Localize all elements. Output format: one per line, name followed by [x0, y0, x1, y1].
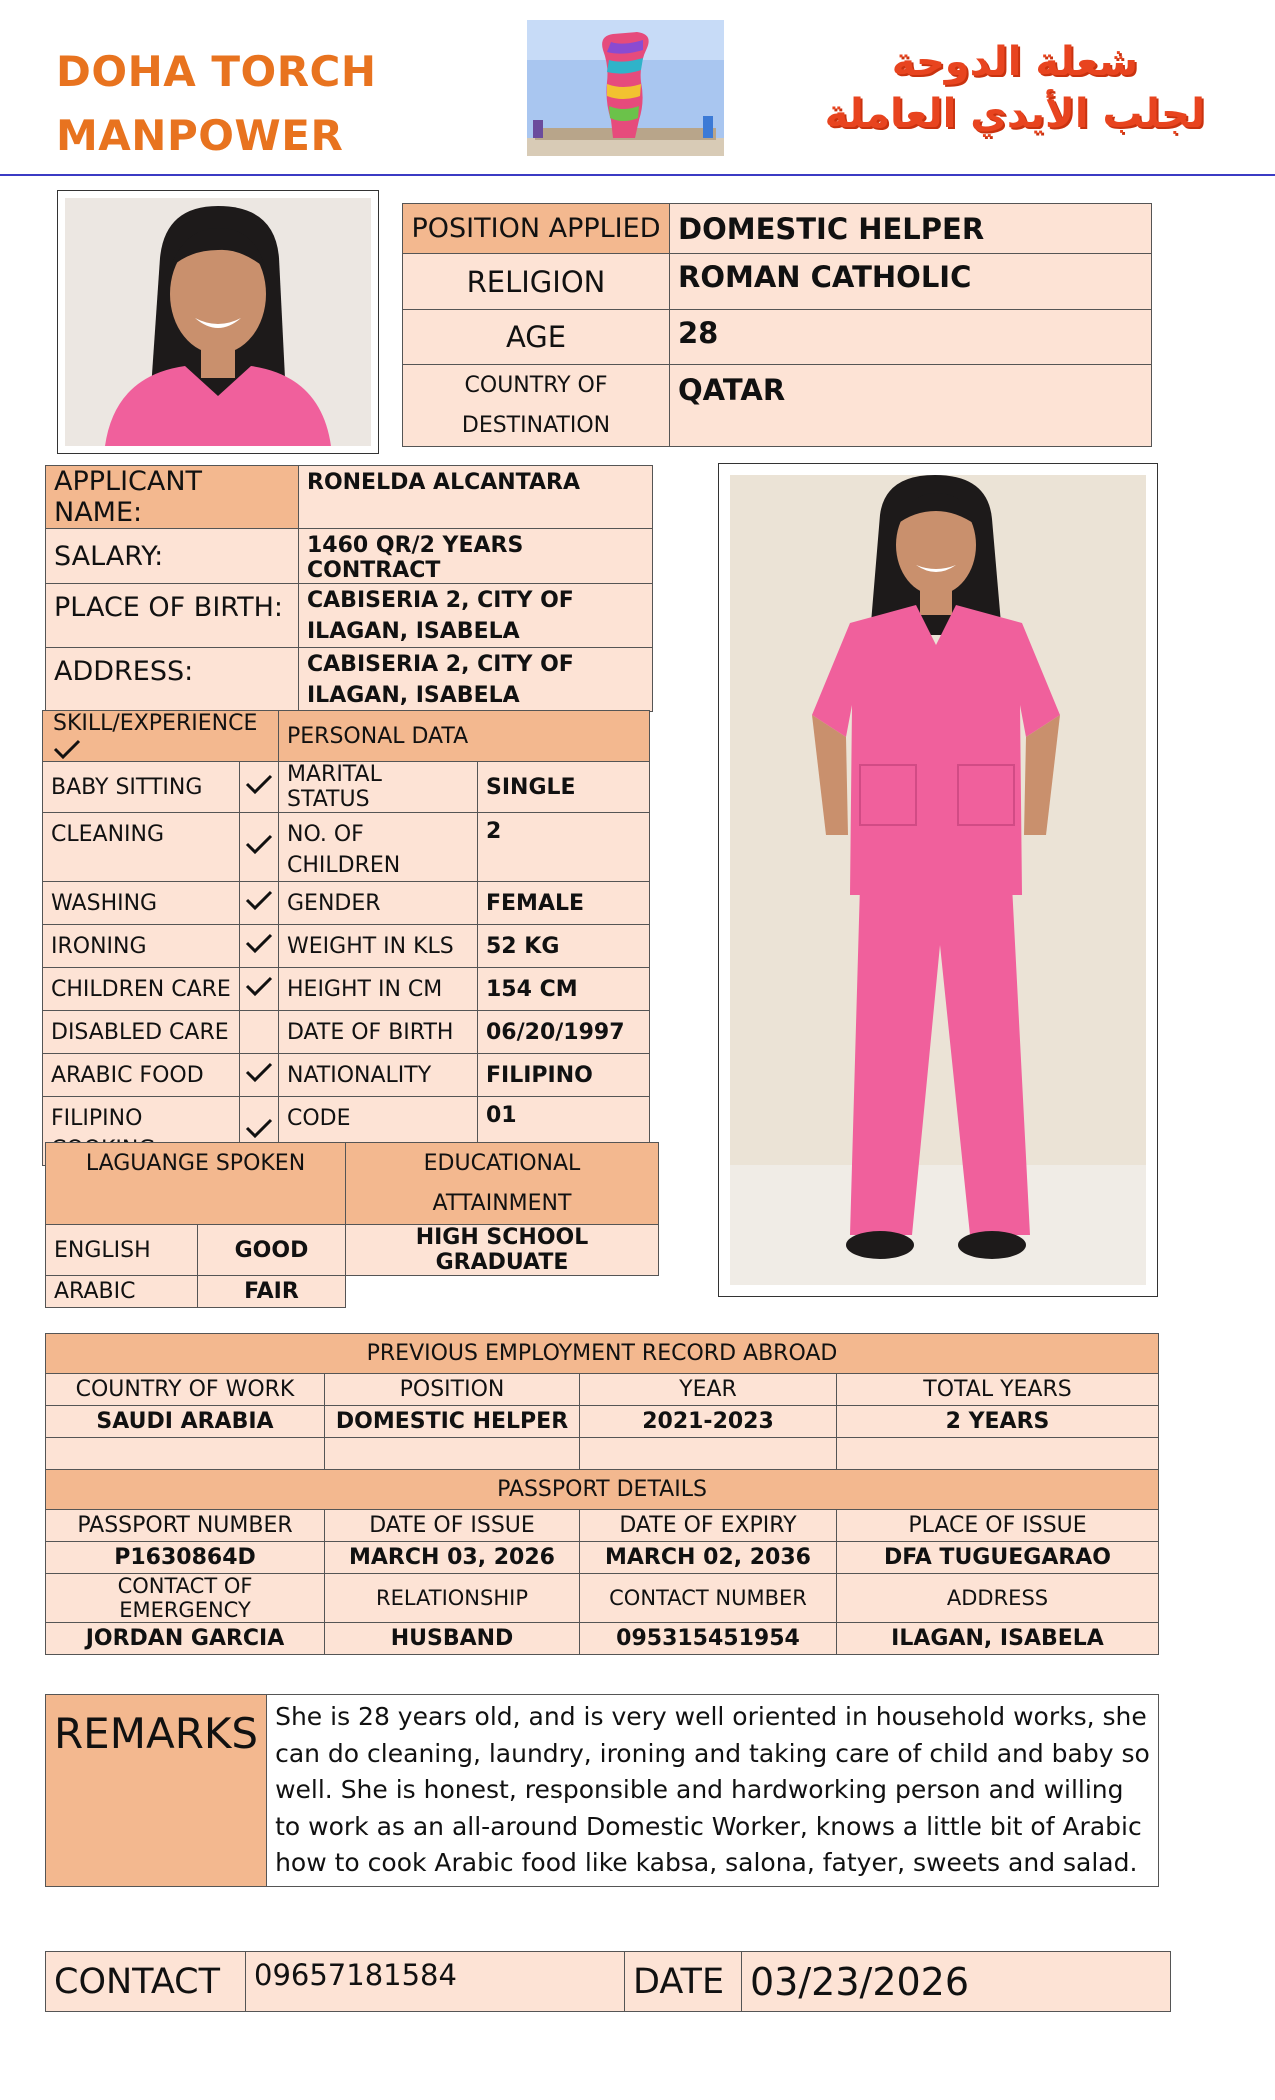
applicant-name-value: RONELDA ALCANTARA [299, 466, 653, 529]
salary-value: 1460 QR/2 YEARS CONTRACT [299, 529, 653, 584]
pp-issue-value: MARCH 03, 2026 [325, 1542, 580, 1574]
personal-label: GENDER [279, 882, 478, 925]
personal-value: 2 [478, 813, 650, 882]
check-icon [53, 738, 81, 760]
emp-blank-cell [46, 1438, 325, 1470]
pp-number-value: P1630864D [46, 1542, 325, 1574]
religion-label: RELIGION [403, 254, 670, 310]
skill-check-cell [240, 1054, 279, 1097]
skills-personal-table [42, 710, 650, 1166]
address-label: ADDRESS: [46, 648, 299, 712]
em-col-contact: CONTACT OF EMERGENCY [46, 1574, 325, 1623]
skill-row [43, 813, 650, 882]
skill-row [43, 762, 650, 813]
age-value: 28 [670, 310, 1152, 365]
country-destination-value: QATAR [670, 365, 1152, 447]
address-value: CABISERIA 2, CITY OF ILAGAN, ISABELA [299, 648, 653, 712]
check-icon [244, 772, 274, 796]
country-destination-label: COUNTRY OF DESTINATION [403, 365, 670, 447]
remarks-label: REMARKS [46, 1695, 267, 1887]
em-col-relationship: RELATIONSHIP [325, 1574, 580, 1623]
company-name [56, 40, 377, 168]
emp-blank-cell [837, 1438, 1159, 1470]
position-applied-label: POSITION APPLIED [403, 204, 670, 254]
headshot-photo-frame [57, 190, 379, 454]
emp-blank-cell [580, 1438, 837, 1470]
doha-torch-logo [527, 20, 724, 156]
personal-label: NO. OF CHILDREN [279, 813, 478, 882]
personal-label: DATE OF BIRTH [279, 1011, 478, 1054]
skill-check-cell [240, 968, 279, 1011]
skill-experience-header [43, 711, 279, 762]
skill-row [43, 1011, 650, 1054]
skill-row [43, 925, 650, 968]
personal-value: 52 KG [478, 925, 650, 968]
skill-row [43, 882, 650, 925]
pp-place-value: DFA TUGUEGARAO [837, 1542, 1159, 1574]
personal-label: NATIONALITY [279, 1054, 478, 1097]
header-divider [0, 174, 1275, 176]
personal-label: CODE [279, 1097, 478, 1166]
skill-check-cell [240, 882, 279, 925]
check-icon [244, 832, 274, 856]
employment-header: PREVIOUS EMPLOYMENT RECORD ABROAD [46, 1334, 1159, 1374]
skill-check-cell [240, 813, 279, 882]
remarks-table [45, 1694, 1159, 1887]
emp-col-total-years: TOTAL YEARS [837, 1374, 1159, 1406]
emp-col-year: YEAR [580, 1374, 837, 1406]
personal-data-header: PERSONAL DATA [279, 711, 650, 762]
educational-attainment-header: EDUCATIONAL ATTAINMENT [345, 1143, 658, 1225]
personal-label: HEIGHT IN CM [279, 968, 478, 1011]
language-arabic: ARABIC [46, 1276, 198, 1308]
date-value: 03/23/2026 [742, 1952, 1171, 2012]
skill-name: DISABLED CARE [43, 1011, 240, 1054]
skill-name: CHILDREN CARE [43, 968, 240, 1011]
personal-label: MARITAL STATUS [279, 762, 478, 813]
passport-header: PASSPORT DETAILS [46, 1470, 1159, 1510]
remarks-text: She is 28 years old, and is very well oriented in household works, she can do cleaning, laundry, ironing and taking care of child and baby so well. She is honest, responsible and hardworking person and willing to work as an all-around Domestic Worker, knows a little bit of Arabic how to cook Arabic food like kabsa, salona, fatyer, sweets and salad. [267, 1695, 1159, 1887]
skill-check-cell [240, 925, 279, 968]
skill-row [43, 1054, 650, 1097]
personal-value: 01 [478, 1097, 650, 1166]
pp-expiry-value: MARCH 02, 2036 [580, 1542, 837, 1574]
personal-value: FILIPINO [478, 1054, 650, 1097]
emp-year-value: 2021-2023 [580, 1406, 837, 1438]
pp-col-expiry: DATE OF EXPIRY [580, 1510, 837, 1542]
footer-table [45, 1951, 1171, 2012]
blank-cell [345, 1276, 658, 1308]
applicant-table [45, 465, 653, 712]
check-icon [244, 931, 274, 955]
check-icon [244, 1060, 274, 1084]
language-english: ENGLISH [46, 1225, 198, 1276]
pp-col-place: PLACE OF ISSUE [837, 1510, 1159, 1542]
emp-total-years-value: 2 YEARS [837, 1406, 1159, 1438]
headshot-photo [65, 198, 371, 446]
company-name-line1: DOHA TORCH [56, 47, 377, 96]
arabic-line2: لجلب الأيدي العاملة [824, 91, 1205, 137]
contact-label: CONTACT [46, 1952, 246, 2012]
em-address-value: ILAGAN, ISABELA [837, 1623, 1159, 1655]
employment-passport-table [45, 1333, 1159, 1655]
check-icon [244, 888, 274, 912]
position-applied-value: DOMESTIC HELPER [670, 204, 1152, 254]
company-name-line2: MANPOWER [56, 111, 344, 160]
check-icon [244, 974, 274, 998]
pp-col-number: PASSPORT NUMBER [46, 1510, 325, 1542]
emp-blank-cell [325, 1438, 580, 1470]
language-english-level: GOOD [198, 1225, 346, 1276]
em-col-address: ADDRESS [837, 1574, 1159, 1623]
personal-value: 06/20/1997 [478, 1011, 650, 1054]
top-info-table [402, 203, 1152, 447]
check-icon [244, 1116, 274, 1140]
full-body-photo-frame [718, 463, 1158, 1297]
em-relationship-value: HUSBAND [325, 1623, 580, 1655]
skill-experience-header-text: SKILL/EXPERIENCE [53, 711, 258, 736]
religion-value: ROMAN CATHOLIC [670, 254, 1152, 310]
emp-col-position: POSITION [325, 1374, 580, 1406]
skill-name: FILIPINO [43, 1097, 240, 1166]
salary-label: SALARY: [46, 529, 299, 584]
skill-check-cell [240, 762, 279, 813]
personal-value: FEMALE [478, 882, 650, 925]
personal-label: WEIGHT IN KLS [279, 925, 478, 968]
pp-col-issue: DATE OF ISSUE [325, 1510, 580, 1542]
em-number-value: 095315451954 [580, 1623, 837, 1655]
language-arabic-level: FAIR [198, 1276, 346, 1308]
language-education-table [45, 1142, 659, 1308]
skill-name: BABY SITTING [43, 762, 240, 813]
skill-name: IRONING [43, 925, 240, 968]
age-label: AGE [403, 310, 670, 365]
arabic-line1: شعلة الدوحة [891, 39, 1138, 85]
personal-value: 154 CM [478, 968, 650, 1011]
applicant-name-label: APPLICANT NAME: [46, 466, 299, 529]
personal-value: SINGLE [478, 762, 650, 813]
emp-country-value: SAUDI ARABIA [46, 1406, 325, 1438]
full-body-photo [730, 475, 1146, 1285]
arabic-company-name [825, 36, 1205, 140]
skill-name: ARABIC FOOD [43, 1054, 240, 1097]
language-spoken-header: LAGUANGE SPOKEN [46, 1143, 346, 1225]
contact-value: 09657181584 [246, 1952, 625, 2012]
emp-col-country: COUNTRY OF WORK [46, 1374, 325, 1406]
date-label: DATE [625, 1952, 742, 2012]
skill-check-cell [240, 1011, 279, 1054]
skill-name: CLEANING [43, 813, 240, 882]
place-of-birth-label: PLACE OF BIRTH: [46, 584, 299, 648]
em-col-number: CONTACT NUMBER [580, 1574, 837, 1623]
skill-name: WASHING [43, 882, 240, 925]
emp-position-value: DOMESTIC HELPER [325, 1406, 580, 1438]
place-of-birth-value: CABISERIA 2, CITY OF ILAGAN, ISABELA [299, 584, 653, 648]
skill-row [43, 968, 650, 1011]
educational-attainment-value: HIGH SCHOOL GRADUATE [345, 1225, 658, 1276]
em-contact-value: JORDAN GARCIA [46, 1623, 325, 1655]
